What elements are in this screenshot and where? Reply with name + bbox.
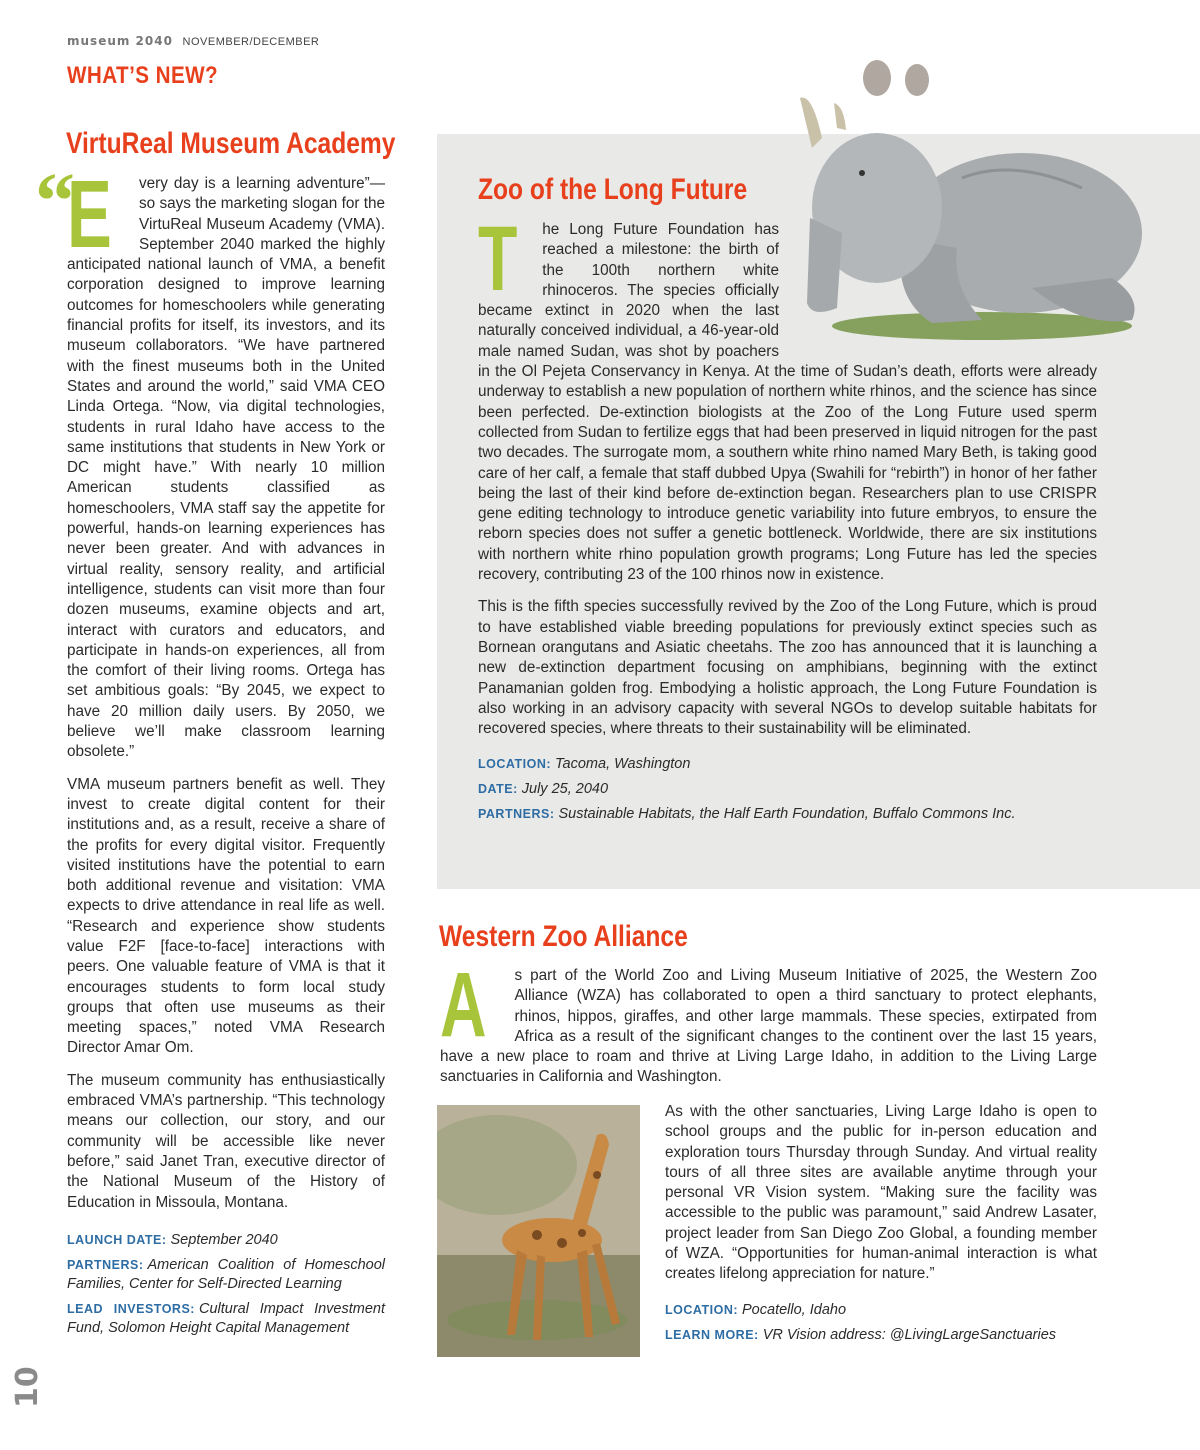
article1-meta-partners: PARTNERS: American Coalition of Homeschool Families, Center for Self-Directed Learning — [67, 1256, 385, 1292]
article1-dropcap: E — [67, 161, 112, 268]
article1-title: VirtuReal Museum Academy — [66, 127, 396, 160]
issue-date: NOVEMBER/DECEMBER — [182, 36, 320, 48]
article2-paragraph-2: This is the fifth species successfully revived by the Zoo of the Long Future, which is proud to have established viable breeding populations for previously extinct species such as Bornean orangutans and Asiatic cheetahs. The zoo has announced that it is launching a new de-extinction department focusing on amphibians, beginning with the extinct Panamanian golden frog. Embodying a holistic approach, the Long Future Foundation is also working in an advisory capacity with several NGOs to develop suitable habitats for recovered species, where threats to their sustainability will be eliminated. — [478, 598, 1097, 738]
article2-meta-partners: PARTNERS: Sustainable Habitats, the Half Earth Foundation, Buffalo Commons Inc. — [478, 806, 1016, 823]
article1-paragraph-3: The museum community has enthusiastically embraced VMA’s partnership. “This technology means our collection, our story, and our community will be accessible like never before,” said Janet Tran, executive director of the National Museum of the History of Education in Missoula, Montana. — [67, 1071, 385, 1211]
article3-meta-location: LOCATION: Pocatello, Idaho — [665, 1301, 847, 1318]
article3-dropcap: A — [440, 954, 487, 1056]
article1-paragraph-2: VMA museum partners benefit as well. They invest to create digital content for their institutions and, as a result, receive a share of the profits for every digital visitor. Frequently visited institutions have the potential to earn both additional revenue and visitation: VMA expects to drive attendance in real life as well. “Research and experience show students value F2F [face-to-face] interactions with peers. One valuable feature of VMA is that it encourages students to form local study groups that often use museums as their meeting spaces,” noted VMA Research Director Amar Om. — [67, 775, 385, 1057]
article1-meta-investors: LEAD INVESTORS: Cultural Impact Investment Fund, Solomon Height Capital Management — [67, 1300, 385, 1336]
article2-meta-location: LOCATION: Tacoma, Washington — [478, 756, 691, 773]
article1-body — [67, 161, 385, 1344]
giraffe-image — [437, 1105, 640, 1357]
magazine-brand: museum 2040 — [67, 34, 173, 48]
article2-paragraph-1: he Long Future Foundation has reached a milestone: the birth of the 100th northern white rhinoceros. The species officially became extinct in 2020 when the last naturally conceived individual, a 46-year-old male named Sudan, was shot by poachers in the Ol Pejeta Conservancy in Kenya. At the time of Sudan’s death, efforts were already underway to establish a new population of northern white rhinos, and the science has since been perfected. De-extinction biologists at the Zoo of the Long Future used sperm collected from Sudan to fertilize eggs that had been preserved in liquid nitrogen for the past two decades. The surrogate mom, a southern white rhino named Mary Beth, is taking good care of her calf, a female that staff dubbed Upya (Swahili for “rebirth”) in honor of her father being the last of their kind before de-extinction began. Researchers plan to use CRISPR gene editing technology to introduce genetic variability into future embryos, to ensure the reborn species does not suffer a genetic bottleneck. Worldwide, there are six institutions with northern white rhino population growth programs; Long Future has led the species recovery, contributing 23 of the 100 rhinos now in existence. — [478, 221, 1097, 584]
article3-intro — [440, 954, 1097, 1100]
article2-body — [478, 208, 1097, 830]
article1-paragraph-1: very day is a learning adventure”—so says the marketing slogan for the VirtuReal Museum Academy (VMA). September 2040 marked the highly anticipated national launch of VMA, a benefit corporation designed to improve learning outcomes for homeschoolers while generating financial profits for itself, its investors, and its museum collaborators. “We have partnered with the finest museums both in the United States and around the world,” said VMA CEO Linda Ortega. “Now, via digital technologies, students in rural Idaho have access to the same institutions that students in New York or DC might have.” With nearly 10 million American students classified as homeschoolers, VMA staff say the appetite for powerful, hands-on learning experiences has never been greater. And with advances in virtual reality, sensory reality, and artificial intelligence, students can visit more than four dozen museums, examine objects and art, interact with curators and educators, and participate in hands-on experiences, all from the comfort of their living rooms. Ortega has set ambitious goals: “By 2045, we expect to have 20 million daily users. By 2050, we believe we’ll make classroom learning obsolete.” — [67, 175, 385, 761]
article2-title: Zoo of the Long Future — [478, 173, 748, 206]
page-number: 10 — [10, 1366, 45, 1408]
article1-meta-launch: LAUNCH DATE: September 2040 — [67, 1231, 278, 1248]
article3-title: Western Zoo Alliance — [439, 920, 688, 953]
article3-paragraph-2: As with the other sanctuaries, Living Large Idaho is open to school groups and the public for in-person education and exploration tours Thursday through Sunday. And virtual reality tours of all three sites are available anytime through your personal VR Vision system. “Making sure the facility was accessible to the public was paramount,” said Andrew Lasater, project leader from San Diego Zoo Global, a founding member of WZA. “Opportunities for human-animal interaction is what creates lifelong appreciation for nature.” — [665, 1103, 1097, 1283]
quote-mark-icon: “ — [35, 158, 75, 246]
article3-body — [665, 1102, 1097, 1351]
article2-meta-date: DATE: July 25, 2040 — [478, 781, 609, 798]
masthead — [67, 34, 319, 48]
section-label: WHAT’S NEW? — [67, 62, 219, 89]
article3-meta-learn-more: LEARN MORE: VR Vision address: @LivingLargeSanctuaries — [665, 1326, 1057, 1343]
article3-paragraph-1: s part of the World Zoo and Living Museum Initiative of 2025, the Western Zoo Alliance (WZA) has collaborated to open a third sanctuary to protect elephants, rhinos, hippos, giraffes, and other large mammals. These species, extirpated from Africa as a result of the significant changes to the continent over the last 15 years, have a new place to roam and thrive at Living Large Idaho, in addition to the Living Large sanctuaries in California and Washington. — [440, 967, 1097, 1086]
article2-dropcap: T — [478, 208, 518, 310]
